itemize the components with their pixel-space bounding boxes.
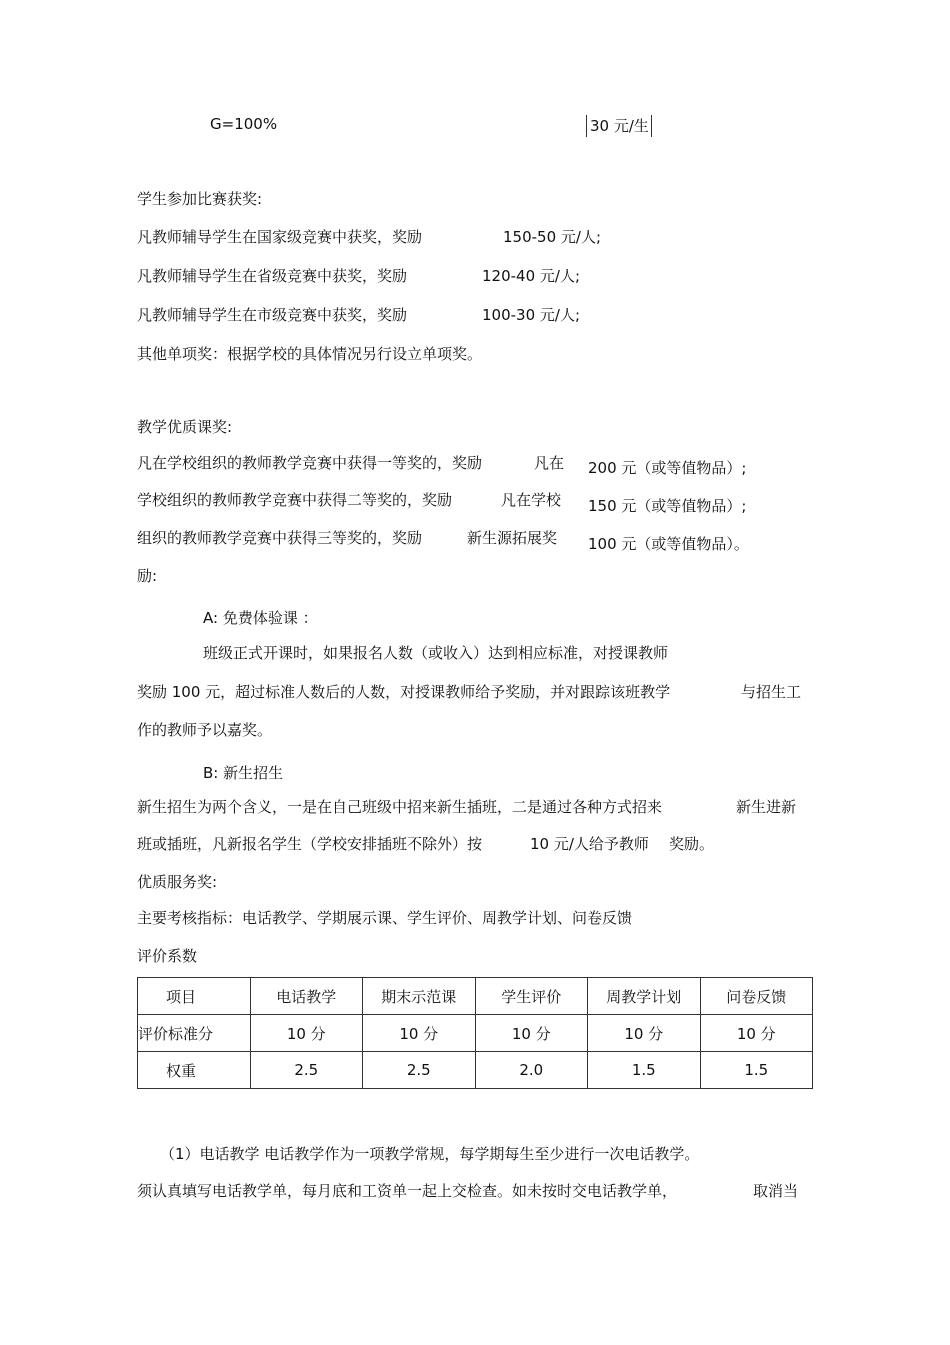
- section-b-line-2-tail: 奖励。: [669, 835, 715, 853]
- table-header-cell: 电话教学: [250, 978, 363, 1015]
- section-a-line-2: 奖励 100 元，超过标准人数后的人数，对授课教师给予奖励，并对跟踪该班教学: [137, 683, 671, 701]
- boxed-value: 30 元/生: [586, 115, 652, 137]
- quality-mid-3: 新生源拓展奖: [467, 529, 558, 547]
- section-a-line-2-tail: 与招生工: [741, 683, 802, 701]
- table-header-cell: 期末示范课: [363, 978, 476, 1015]
- competition-provincial-amount: 120-40 元/人;: [482, 267, 581, 285]
- service-indicators: 主要考核指标：电话教学、学期展示课、学生评价、周教学计划、问卷反馈: [137, 909, 633, 927]
- quality-line-1: 凡在学校组织的教师教学竞赛中获得一等奖的，奖励: [137, 454, 483, 472]
- table-header-row: [138, 978, 813, 1015]
- other-awards: 其他单项奖：根据学校的具体情况另行设立单项奖。: [137, 345, 483, 363]
- section-b-line-1: 新生招生为两个含义，一是在自己班级中招来新生插班，二是通过各种方式招来: [137, 798, 663, 816]
- table-header-cell: 学生评价: [475, 978, 588, 1015]
- quality-mid-1: 凡在: [534, 454, 565, 472]
- competition-city-text: 凡教师辅导学生在市级竞赛中获奖，奖励: [137, 306, 408, 324]
- table-cell: 评价标准分: [138, 1015, 251, 1052]
- table-header-cell: 周教学计划: [588, 978, 701, 1015]
- section-b-line-1-tail: 新生进新: [736, 798, 797, 816]
- table-row: [138, 1052, 813, 1089]
- table-cell: 10 分: [250, 1015, 363, 1052]
- service-heading: 优质服务奖:: [137, 873, 218, 891]
- table-header-cell: 项目: [138, 978, 251, 1015]
- table-header-cell: 问卷反馈: [700, 978, 813, 1015]
- quality-mid-2: 凡在学校: [501, 491, 562, 509]
- table-cell: 10 分: [588, 1015, 701, 1052]
- table-cell: 10 分: [363, 1015, 476, 1052]
- phone-line-2: 须认真填写电话教学单，每月底和工资单一起上交检查。如未按时交电话教学单，: [137, 1182, 678, 1200]
- table-row: [138, 1015, 813, 1052]
- section-a-line-3: 作的教师予以嘉奖。: [137, 721, 273, 739]
- table-cell: 10 分: [475, 1015, 588, 1052]
- table-cell: 2.0: [475, 1052, 588, 1089]
- section-b-line-2-amount: 10 元/人给予教师: [530, 835, 649, 853]
- competition-city-amount: 100-30 元/人;: [482, 306, 581, 324]
- table-cell: 1.5: [700, 1052, 813, 1089]
- quality-line-3: 组织的教师教学竞赛中获得三等奖的，奖励: [137, 529, 423, 547]
- phone-line-1: （1）电话教学 电话教学作为一项教学常规，每学期每生至少进行一次电话教学。: [160, 1145, 700, 1163]
- quality-amount-1: 200 元（或等值物品）;: [588, 459, 747, 477]
- competition-national-amount: 150-50 元/人;: [503, 228, 602, 246]
- competition-provincial-text: 凡教师辅导学生在省级竞赛中获奖，奖励: [137, 267, 408, 285]
- quality-lesson-heading: 教学优质课奖:: [137, 418, 233, 436]
- quality-line-2: 学校组织的教师教学竞赛中获得二等奖的，奖励: [137, 491, 453, 509]
- table-cell: 1.5: [588, 1052, 701, 1089]
- g-value: G=100%: [210, 115, 278, 133]
- section-b-line-2: 班或插班，凡新报名学生（学校安排插班不除外）按: [137, 835, 483, 853]
- phone-line-2-tail: 取消当: [753, 1182, 799, 1200]
- coefficient-label: 评价系数: [137, 947, 198, 965]
- quality-amount-2: 150 元（或等值物品）;: [588, 497, 747, 515]
- quality-tail: 励:: [137, 567, 158, 585]
- competition-national-text: 凡教师辅导学生在国家级竞赛中获奖，奖励: [137, 228, 423, 246]
- table-cell: 10 分: [700, 1015, 813, 1052]
- table-cell: 权重: [138, 1052, 251, 1089]
- quality-amount-3: 100 元（或等值物品）。: [588, 535, 749, 553]
- section-a-line-1: 班级正式开课时，如果报名人数（或收入）达到相应标准，对授课教师: [203, 644, 669, 662]
- section-b-title: B: 新生招生: [203, 764, 284, 782]
- table-cell: 2.5: [363, 1052, 476, 1089]
- section-a-title: A: 免费体验课 ：: [203, 609, 318, 627]
- evaluation-table: [137, 977, 813, 1089]
- competition-heading: 学生参加比赛获奖:: [137, 190, 263, 208]
- table-cell: 2.5: [250, 1052, 363, 1089]
